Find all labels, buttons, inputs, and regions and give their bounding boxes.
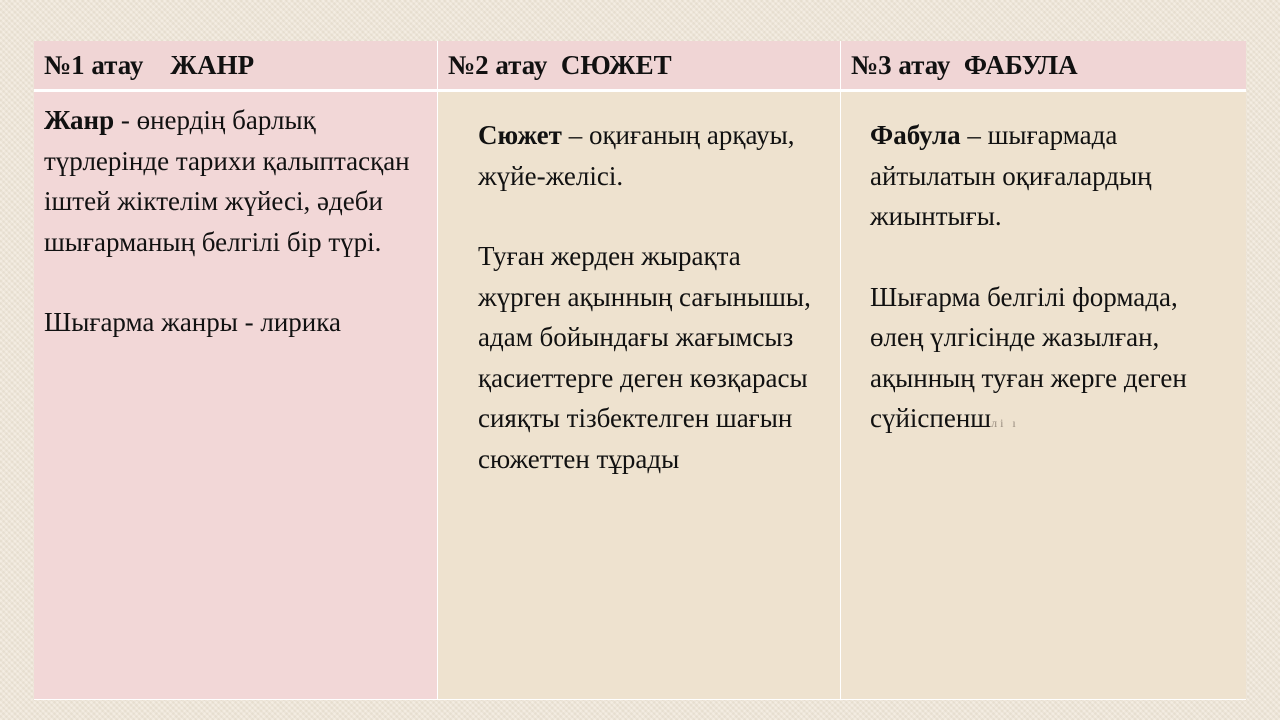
genre-example: Шығарма жанры - лирика	[44, 307, 341, 337]
fabula-example	[870, 277, 1236, 444]
genre-cell	[34, 92, 438, 700]
fabula-definition-text: – шығармада айтылатын оқиғалардың жиынтығы.	[870, 120, 1152, 231]
header-fabula: №3 атау ФАБУЛА	[841, 41, 1246, 92]
paragraph-gap	[478, 196, 830, 236]
genre-definition	[44, 100, 427, 262]
fabula-example-fading-text: лі ı	[991, 416, 1019, 430]
fabula-example-text: Шығарма белгілі формада, өлең үлгісінде жазылған, ақынның туған жерге деген сүйіспенш	[870, 281, 1187, 433]
fabula-cell	[841, 92, 1246, 700]
plot-cell	[438, 92, 841, 700]
fabula-term: Фабула	[870, 120, 961, 150]
plot-definition	[478, 115, 830, 196]
paragraph-gap	[870, 237, 1236, 277]
plot-example: Туған жерден жырақта жүрген ақынның сағынышы, адам бойындағы жағымсыз қасиеттерге деген көзқарасы сияқты тізбектелген шағын сюжеттен тұрады	[478, 241, 811, 474]
genre-definition-text: - өнердің барлық түрлерінде тарихи қалыптасқан іштей жіктелім жүйесі, әдеби шығарманың белгілі бір түрі.	[44, 105, 410, 257]
plot-term: Сюжет	[478, 120, 562, 150]
genre-term: Жанр	[44, 105, 115, 135]
fabula-definition	[870, 115, 1236, 237]
header-plot: №2 атау СЮЖЕТ	[438, 41, 841, 92]
comparison-table	[34, 41, 1246, 700]
plot-definition-text: – оқиғаның арқауы, жүйе-желісі.	[478, 120, 795, 191]
paragraph-gap	[44, 262, 427, 302]
header-genre: №1 атау ЖАНР	[34, 41, 438, 92]
